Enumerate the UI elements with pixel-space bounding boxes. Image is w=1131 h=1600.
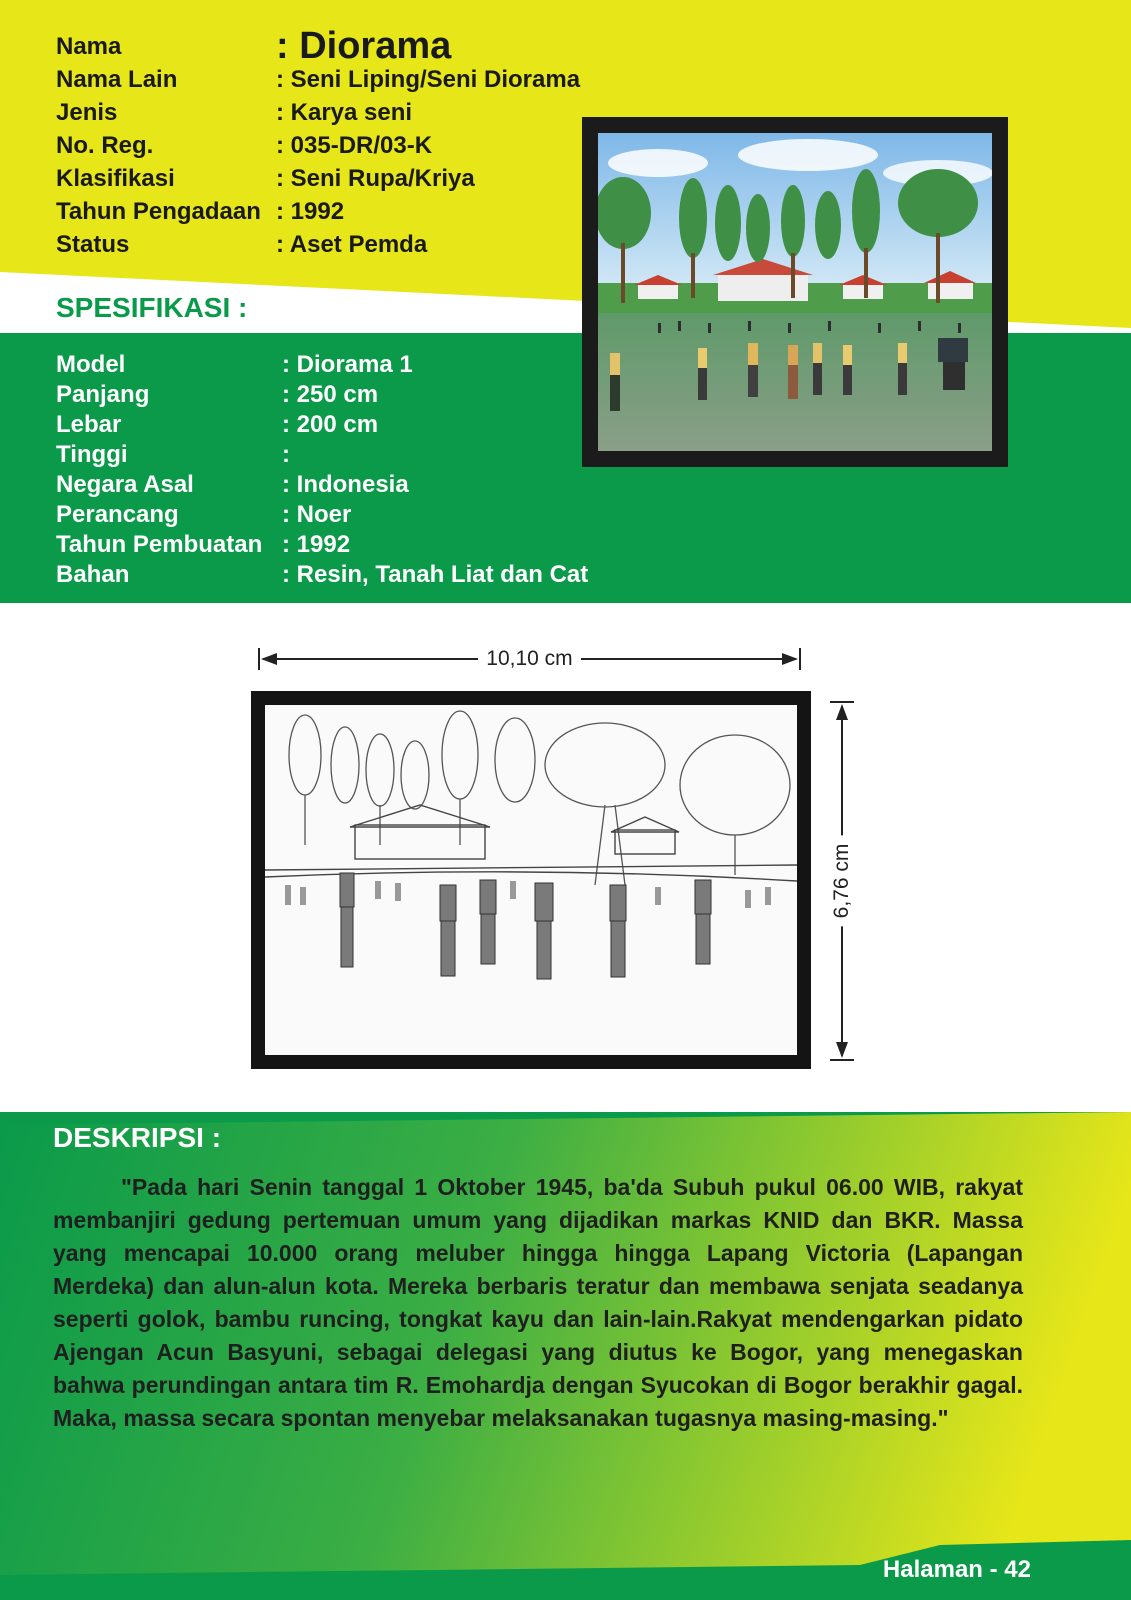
row-value: : Indonesia	[282, 471, 409, 498]
row-value: : 1992	[282, 531, 351, 558]
diorama-photo	[582, 117, 1008, 467]
height-dimension-label: 6,76 cm	[830, 836, 854, 927]
row-value: : Seni Liping/Seni Diorama	[276, 66, 581, 93]
row-value: : 1992	[276, 198, 345, 225]
spec-row-model	[56, 350, 588, 380]
spec-row-panjang	[56, 380, 588, 410]
row-label: Status	[56, 231, 130, 258]
row-label: Lebar	[56, 411, 122, 438]
identity-table	[56, 25, 581, 261]
description-text: "Pada hari Senin tanggal 1 Oktober 1945, ba'da Subuh pukul 06.00 WIB, rakyat membanjiri gedung pertemuan umum yang dijadikan markas KNID dan BKR. Massa yang mencapai 10.000 orang meluber hingga hingga Lapang Victoria (Lapangan Merdeka) dan alun-alun kota. Mereka berbaris teratur dan membawa senjata seadanya seperti golok, bambu runcing, tongkat kayu dan lain-lain.Rakyat mendengarkan pidato Ajengan Acun Basyuni, sebagai delegasi yang diutus ke Bogor, yang menegaskan bahwa perundingan antara tim R. Emohardja dengan Syucokan di Bogor berakhir gagal. Maka, massa secara spontan menyebar melaksanakan tugasnya masing-masing."	[53, 1174, 1023, 1431]
row-value: : Karya seni	[276, 99, 413, 126]
row-label: Perancang	[56, 501, 179, 528]
identity-row-klasifikasi	[56, 162, 580, 195]
identity-row-nama-lain	[56, 63, 580, 96]
row-label: Jenis	[56, 99, 118, 126]
description-section-title: DESKRIPSI :	[53, 1122, 222, 1153]
row-label: Klasifikasi	[56, 165, 175, 192]
row-value: : Diorama 1	[282, 351, 413, 378]
spec-row-lebar	[56, 410, 588, 440]
row-value: : Noer	[282, 501, 352, 528]
identity-row-tahun-pengadaan	[56, 195, 580, 228]
row-value: : 035-DR/03-K	[276, 132, 433, 159]
width-dimension-label: 10,10 cm	[478, 647, 580, 670]
identity-row-no-reg	[56, 129, 580, 162]
spec-table	[56, 350, 588, 590]
row-label: Tinggi	[56, 441, 128, 468]
width-dimension	[257, 648, 802, 670]
row-label: Panjang	[56, 381, 150, 408]
spec-row-tinggi	[56, 440, 588, 470]
row-value: : 250 cm	[282, 381, 379, 408]
row-label: No. Reg.	[56, 132, 154, 159]
diorama-photo-image	[598, 133, 992, 451]
row-value: : Aset Pemda	[276, 231, 428, 258]
row-value: : Seni Rupa/Kriya	[276, 165, 475, 192]
spec-row-perancang	[56, 500, 588, 530]
row-label: Model	[56, 351, 126, 378]
page-number: Halaman - 42	[882, 1556, 1031, 1583]
identity-row-status	[56, 228, 580, 261]
spec-row-tahun-pembuatan	[56, 530, 588, 560]
row-label: Nama Lain	[56, 66, 178, 93]
identity-row-jenis	[56, 96, 580, 129]
identity-row-nama	[56, 25, 580, 67]
diorama-sketch-image	[265, 705, 797, 1055]
row-label: Nama	[56, 33, 122, 60]
diorama-sketch	[251, 691, 811, 1069]
spec-section-title: SPESIFIKASI :	[56, 292, 248, 323]
row-value: :	[282, 441, 290, 468]
row-value: : Diorama	[276, 25, 452, 67]
spec-row-bahan	[56, 560, 588, 590]
spec-row-negara-asal	[56, 470, 588, 500]
row-label: Tahun Pembuatan	[56, 531, 263, 558]
row-value: : Resin, Tanah Liat dan Cat	[282, 561, 589, 588]
row-label: Tahun Pengadaan	[56, 198, 261, 225]
row-value: : 200 cm	[282, 411, 379, 438]
row-label: Bahan	[56, 561, 130, 588]
row-label: Negara Asal	[56, 471, 194, 498]
height-dimension	[822, 700, 862, 1062]
